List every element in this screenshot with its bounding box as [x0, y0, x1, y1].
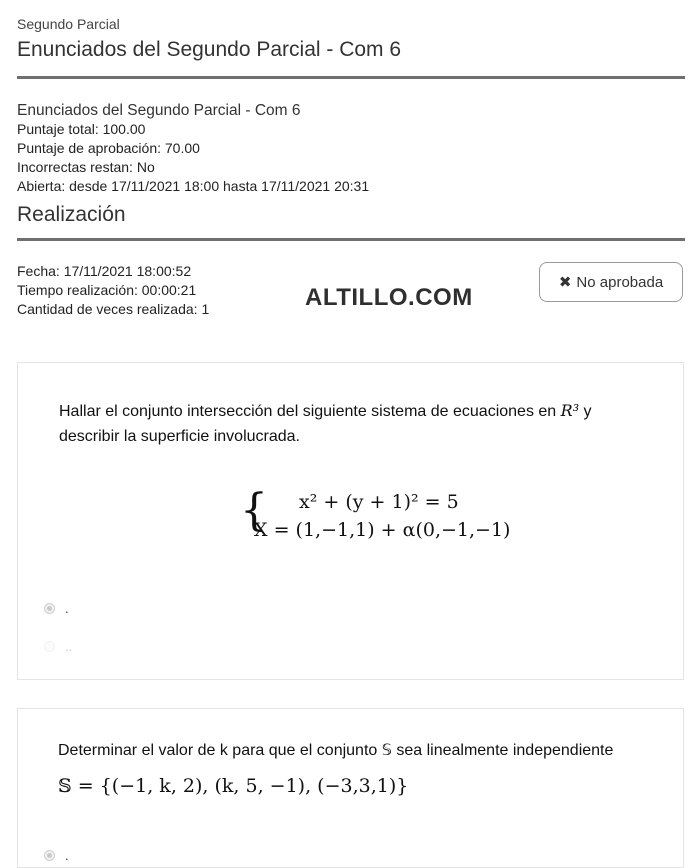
exam-name: Enunciados del Segundo Parcial - Com 6 — [17, 102, 301, 119]
equation-line: x² + (y + 1)² = 5 — [299, 491, 459, 513]
radio-button[interactable] — [44, 641, 55, 652]
divider — [17, 238, 685, 241]
breadcrumb: Segundo Parcial — [17, 16, 120, 32]
close-icon: ✖ — [558, 274, 572, 291]
attempt-time: Tiempo realización: 00:00:21 — [17, 282, 197, 298]
passing-score: Puntaje de aprobación: 70.00 — [17, 140, 200, 156]
question-text-line: Hallar el conjunto intersección del siguiente sistema de ecuaciones en — [59, 403, 557, 420]
wrong-subtract: Incorrectas restan: No — [17, 159, 155, 175]
question-text — [59, 398, 659, 449]
section-heading: Realización — [17, 203, 126, 226]
set-definition: 𝕊 = {(−1, k, 2), (k, 5, −1), (−3,3,1)} — [58, 775, 409, 797]
divider — [17, 76, 685, 79]
option-label: . — [65, 848, 69, 863]
question-text: Determinar el valor de k para que el conjunto 𝕊 sea linealmente independiente — [58, 742, 614, 759]
brace-symbol: { — [240, 485, 268, 536]
question-card — [17, 708, 684, 868]
exam-info — [17, 101, 369, 196]
question-card — [17, 362, 684, 680]
page-title: Enunciados del Segundo Parcial - Com 6 — [17, 38, 402, 61]
question-text-tail: y — [579, 403, 592, 420]
attempt-date: Fecha: 17/11/2021 18:00:52 — [17, 263, 192, 279]
radio-button[interactable] — [44, 603, 55, 614]
radio-button[interactable] — [44, 850, 55, 861]
answer-option[interactable] — [44, 601, 69, 616]
status-label: No aprobada — [576, 273, 664, 291]
watermark: ALTILLO.COM — [305, 284, 473, 311]
open-period: Abierta: desde 17/11/2021 18:00 hasta 17/11/2021 20:31 — [17, 178, 370, 194]
option-label: . — [65, 601, 69, 616]
option-label: .. — [65, 639, 73, 654]
space-symbol: R³ — [560, 401, 580, 420]
total-score: Puntaje total: 100.00 — [17, 121, 146, 137]
attempt-meta — [17, 262, 209, 319]
answer-option[interactable] — [44, 639, 72, 654]
answer-option[interactable] — [44, 848, 69, 863]
question-text-line: describir la superficie involucrada. — [59, 428, 300, 445]
status-badge[interactable] — [539, 262, 683, 302]
attempt-count: Cantidad de veces realizada: 1 — [17, 301, 210, 317]
equation-line: X = (1,−1,1) + α(0,−1,−1) — [254, 519, 511, 541]
